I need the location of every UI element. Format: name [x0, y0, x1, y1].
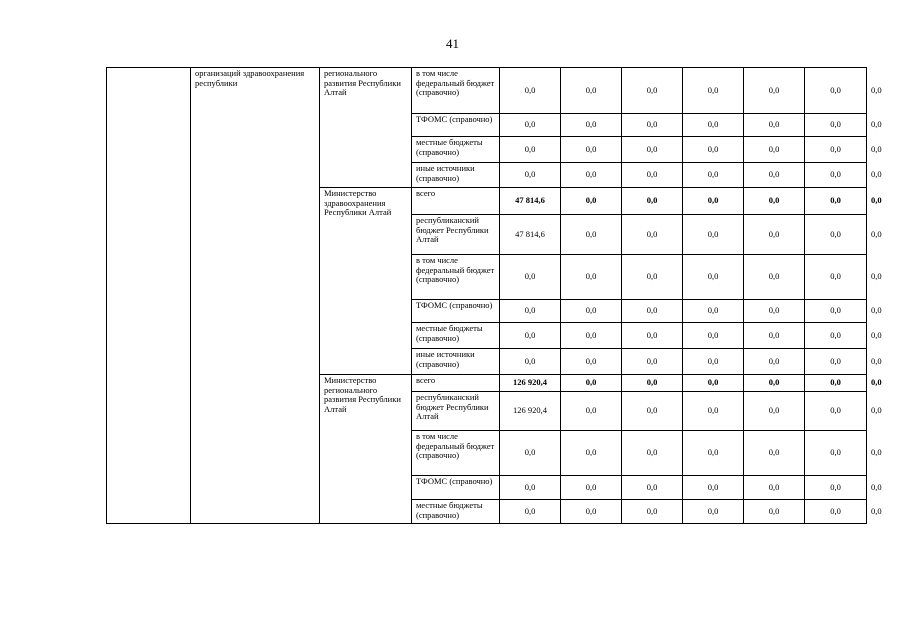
cell-year-amount: 0,0	[805, 163, 867, 188]
table-row: местные бюджеты (справочно) 0,0 0,0 0,0 0,0 0,0 0,0 0,0	[107, 323, 867, 349]
cell-year-amount: 0,0	[622, 215, 683, 255]
cell-funding-source: республиканский бюджет Республики Алтай	[412, 392, 500, 431]
cell-year-amount: 0,0	[805, 114, 867, 137]
cell-year-amount: 0,0	[744, 431, 805, 476]
cell-column-a	[107, 68, 191, 524]
cell-funding-source: в том числе федеральный бюджет (справочно)	[412, 431, 500, 476]
cell-executor: регионального развития Республики Алтай	[320, 68, 412, 188]
table-row: республиканский бюджет Республики Алтай 47 814,6 0,0 0,0 0,0 0,0 0,0 0,0	[107, 215, 867, 255]
table-row: организаций здравоохранения республики регионального развития Республики Алтай в том числе федеральный бюджет (справочно) 0,0 0,0 0,0 0,0 0,0 0,0 0,0	[107, 68, 867, 114]
cell-year-amount: 0,0	[744, 349, 805, 375]
cell-year-amount: 0,0	[744, 68, 805, 114]
cell-year-amount: 0,0	[805, 255, 867, 300]
table-row: иные источники (справочно) 0,0 0,0 0,0 0,0 0,0 0,0 0,0	[107, 349, 867, 375]
cell-year-amount: 0,0	[683, 392, 744, 431]
cell-year-amount: 0,0	[561, 500, 622, 524]
cell-total-amount: 47 814,6	[500, 188, 561, 215]
budget-table	[106, 67, 882, 524]
cell-funding-source: местные бюджеты (справочно)	[412, 323, 500, 349]
cell-year-amount: 0,0	[561, 188, 622, 215]
table-row: Министерство здравоохранения Республики Алтай всего 47 814,6 0,0 0,0 0,0 0,0 0,0 0,0	[107, 188, 867, 215]
cell-year-amount: 0,0	[805, 137, 867, 163]
cell-year-amount: 0,0	[805, 68, 867, 114]
cell-year-amount: 0,0	[561, 137, 622, 163]
cell-year-amount: 0,0	[744, 476, 805, 500]
cell-total-amount: 126 920,4	[500, 375, 561, 392]
cell-year-amount: 0,0	[805, 392, 867, 431]
cell-year-amount: 0,0	[683, 431, 744, 476]
cell-year-amount: 0,0	[805, 375, 867, 392]
cell-year-amount: 0,0	[683, 215, 744, 255]
cell-year-amount: 0,0	[683, 137, 744, 163]
cell-funding-source: в том числе федеральный бюджет (справочно)	[412, 68, 500, 114]
cell-funding-source: всего	[412, 375, 500, 392]
cell-year-amount: 0,0	[561, 215, 622, 255]
cell-year-amount: 0,0	[561, 349, 622, 375]
cell-year-amount: 0,0	[561, 323, 622, 349]
cell-year-amount: 0,0	[561, 114, 622, 137]
cell-year-amount: 0,0	[622, 323, 683, 349]
cell-participant: организаций здравоохранения республики	[191, 68, 320, 524]
cell-year-amount: 0,0	[683, 255, 744, 300]
table-row: иные источники (справочно) 0,0 0,0 0,0 0,0 0,0 0,0 0,0	[107, 163, 867, 188]
cell-total-amount: 0,0	[500, 68, 561, 114]
table-row: Министерство регионального развития Республики Алтай всего 126 920,4 0,0 0,0 0,0 0,0 0,0 0,0	[107, 375, 867, 392]
cell-year-amount: 0,0	[561, 476, 622, 500]
cell-executor: Министерство регионального развития Республики Алтай	[320, 375, 412, 524]
cell-funding-source: местные бюджеты (справочно)	[412, 137, 500, 163]
cell-year-amount: 0,0	[561, 392, 622, 431]
cell-year-amount: 0,0	[622, 255, 683, 300]
cell-executor: Министерство здравоохранения Республики Алтай	[320, 188, 412, 375]
cell-year-amount: 0,0	[683, 349, 744, 375]
cell-year-amount: 0,0	[622, 349, 683, 375]
cell-total-amount: 0,0	[500, 137, 561, 163]
cell-year-amount: 0,0	[622, 188, 683, 215]
cell-year-amount: 0,0	[744, 215, 805, 255]
cell-year-amount: 0,0	[805, 323, 867, 349]
cell-year-amount: 0,0	[622, 392, 683, 431]
cell-year-amount: 0,0	[744, 392, 805, 431]
cell-year-amount: 0,0	[683, 476, 744, 500]
cell-total-amount: 0,0	[500, 349, 561, 375]
cell-year-amount: 0,0	[683, 188, 744, 215]
cell-year-amount: 0,0	[683, 500, 744, 524]
cell-year-amount: 0,0	[561, 255, 622, 300]
cell-funding-source: всего	[412, 188, 500, 215]
cell-year-amount: 0,0	[622, 137, 683, 163]
cell-year-amount: 0,0	[744, 500, 805, 524]
cell-year-amount: 0,0	[805, 349, 867, 375]
cell-year-amount: 0,0	[805, 300, 867, 323]
cell-funding-source: местные бюджеты (справочно)	[412, 500, 500, 524]
cell-funding-source: иные источники (справочно)	[412, 349, 500, 375]
cell-year-amount: 0,0	[622, 431, 683, 476]
table-row: в том числе федеральный бюджет (справочно) 0,0 0,0 0,0 0,0 0,0 0,0 0,0	[107, 255, 867, 300]
table-row: ТФОМС (справочно) 0,0 0,0 0,0 0,0 0,0 0,0 0,0	[107, 300, 867, 323]
cell-year-amount: 0,0	[561, 431, 622, 476]
cell-total-amount: 0,0	[500, 431, 561, 476]
cell-total-amount: 47 814,6	[500, 215, 561, 255]
cell-year-amount: 0,0	[683, 300, 744, 323]
cell-year-amount: 0,0	[683, 114, 744, 137]
table-row: местные бюджеты (справочно) 0,0 0,0 0,0 0,0 0,0 0,0 0,0	[107, 500, 867, 524]
cell-total-amount: 0,0	[500, 163, 561, 188]
cell-funding-source: ТФОМС (справочно)	[412, 114, 500, 137]
cell-year-amount: 0,0	[622, 476, 683, 500]
cell-year-amount: 0,0	[744, 137, 805, 163]
cell-funding-source: в том числе федеральный бюджет (справочно)	[412, 255, 500, 300]
cell-funding-source: ТФОМС (справочно)	[412, 300, 500, 323]
cell-year-amount: 0,0	[805, 431, 867, 476]
cell-funding-source: ТФОМС (справочно)	[412, 476, 500, 500]
cell-year-amount: 0,0	[622, 500, 683, 524]
cell-year-amount: 0,0	[561, 68, 622, 114]
cell-year-amount: 0,0	[561, 300, 622, 323]
cell-total-amount: 0,0	[500, 255, 561, 300]
cell-year-amount: 0,0	[805, 188, 867, 215]
table-row: республиканский бюджет Республики Алтай 126 920,4 0,0 0,0 0,0 0,0 0,0 0,0	[107, 392, 867, 431]
cell-year-amount: 0,0	[561, 375, 622, 392]
cell-year-amount: 0,0	[622, 375, 683, 392]
cell-year-amount: 0,0	[683, 68, 744, 114]
cell-year-amount: 0,0	[744, 375, 805, 392]
cell-year-amount: 0,0	[805, 500, 867, 524]
cell-total-amount: 0,0	[500, 114, 561, 137]
cell-year-amount: 0,0	[744, 188, 805, 215]
cell-year-amount: 0,0	[622, 114, 683, 137]
table-row: местные бюджеты (справочно) 0,0 0,0 0,0 0,0 0,0 0,0 0,0	[107, 137, 867, 163]
cell-year-amount: 0,0	[744, 300, 805, 323]
cell-year-amount: 0,0	[805, 215, 867, 255]
cell-year-amount: 0,0	[744, 163, 805, 188]
cell-year-amount: 0,0	[622, 300, 683, 323]
cell-total-amount: 0,0	[500, 300, 561, 323]
cell-year-amount: 0,0	[683, 375, 744, 392]
cell-funding-source: республиканский бюджет Республики Алтай	[412, 215, 500, 255]
cell-year-amount: 0,0	[744, 255, 805, 300]
table-row: ТФОМС (справочно) 0,0 0,0 0,0 0,0 0,0 0,0 0,0	[107, 114, 867, 137]
cell-year-amount: 0,0	[683, 323, 744, 349]
cell-year-amount: 0,0	[561, 163, 622, 188]
cell-year-amount: 0,0	[744, 114, 805, 137]
cell-year-amount: 0,0	[683, 163, 744, 188]
cell-funding-source: иные источники (справочно)	[412, 163, 500, 188]
cell-year-amount: 0,0	[744, 323, 805, 349]
table-row: ТФОМС (справочно) 0,0 0,0 0,0 0,0 0,0 0,0 0,0	[107, 476, 867, 500]
cell-total-amount: 0,0	[500, 323, 561, 349]
cell-total-amount: 126 920,4	[500, 392, 561, 431]
cell-year-amount: 0,0	[805, 476, 867, 500]
page-number: 41	[446, 36, 459, 51]
table-row: в том числе федеральный бюджет (справочно) 0,0 0,0 0,0 0,0 0,0 0,0 0,0	[107, 431, 867, 476]
cell-total-amount: 0,0	[500, 500, 561, 524]
cell-year-amount: 0,0	[622, 68, 683, 114]
cell-year-amount: 0,0	[622, 163, 683, 188]
cell-total-amount: 0,0	[500, 476, 561, 500]
